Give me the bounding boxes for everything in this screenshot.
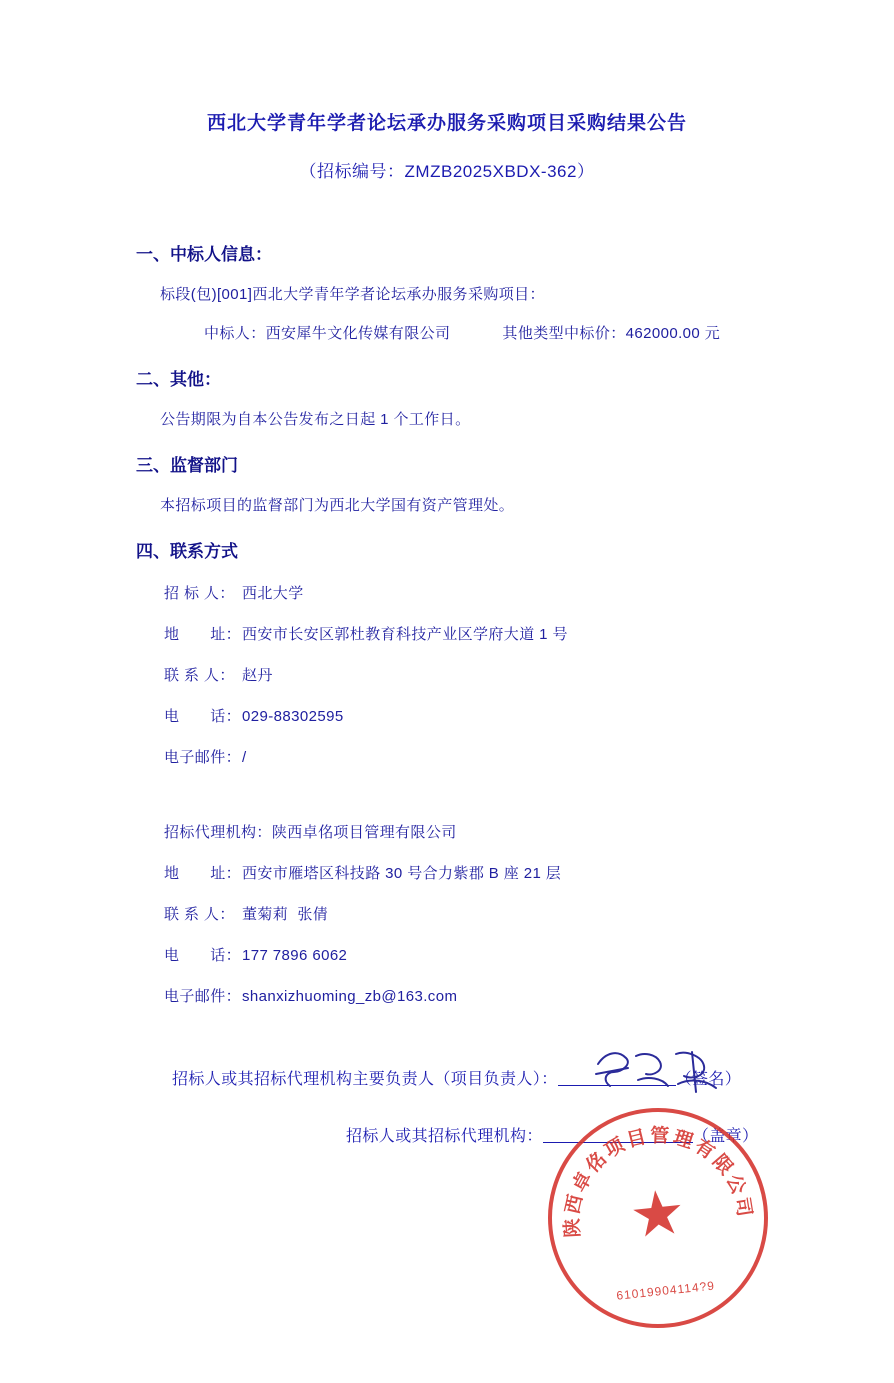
agency-address-label: 地 址：	[164, 865, 242, 882]
page-subtitle: （招标编号：ZMZB2025XBDX-362）	[299, 162, 595, 181]
star-icon: ★	[626, 1178, 689, 1252]
tenderer-phone-row	[164, 705, 830, 726]
agency-phone-label: 电 话：	[164, 947, 242, 964]
org-seal-label: 招标人或其招标代理机构：	[346, 1128, 543, 1145]
agency-address-value: 西安市雁塔区科技路 30 号合力紫郡 B 座 21 层	[242, 865, 562, 882]
section-heading-contact: 四、联系方式	[136, 542, 238, 561]
agency-email-row	[164, 985, 830, 1006]
tenderer-address-value: 西安市长安区郭杜教育科技产业区学府大道 1 号	[242, 626, 568, 643]
tenderer-email-row	[164, 746, 830, 767]
principal-signature-row	[172, 1066, 830, 1089]
principal-signature-suffix: （签名）	[675, 1071, 742, 1088]
tenderer-name-row	[164, 582, 830, 603]
tenderer-phone-value: 029-88302595	[242, 708, 344, 725]
agency-org-value: 陕西卓佲项目管理有限公司	[271, 824, 457, 841]
agency-email-label: 电子邮件：	[164, 988, 242, 1005]
page-title: 西北大学青年学者论坛承办服务采购项目采购结果公告	[206, 113, 687, 134]
winner-name: 西安犀牛文化传媒有限公司	[265, 325, 451, 342]
agency-contact-row	[164, 903, 830, 924]
winner-label: 中标人：	[204, 325, 266, 342]
tenderer-address-row	[164, 623, 830, 644]
tenderer-email-value: /	[242, 749, 247, 766]
agency-address-row	[164, 862, 830, 883]
price-label: 其他类型中标价：	[502, 325, 626, 342]
company-seal	[537, 1097, 779, 1339]
price-value: 462000.00 元	[625, 325, 721, 342]
org-seal-suffix: （盖章）	[692, 1128, 759, 1145]
document-page	[0, 108, 894, 1383]
tenderer-contact-label: 联 系 人：	[164, 667, 235, 684]
agency-email-value: shanxizhuoming_zb@163.com	[242, 988, 458, 1005]
other-text: 公告期限为自本公告发布之日起 1 个工作日。	[160, 411, 471, 428]
spacer-block	[64, 767, 830, 801]
tenderer-email-label: 电子邮件：	[164, 749, 242, 766]
seal-code: 61019904114?9	[615, 1278, 716, 1303]
principal-signature-line	[558, 1070, 676, 1086]
principal-signature-label: 招标人或其招标代理机构主要负责人（项目负责人）：	[172, 1071, 558, 1088]
supervision-text: 本招标项目的监督部门为西北大学国有资产管理处。	[160, 497, 515, 514]
tenderer-phone-label: 电 话：	[164, 708, 242, 725]
agency-org-label: 招标代理机构：	[164, 824, 272, 841]
tenderer-name-value: 西北大学	[242, 585, 304, 602]
tenderer-address-label: 地 址：	[164, 626, 242, 643]
lot-line: 标段(包)[001]西北大学青年学者论坛承办服务采购项目：	[160, 286, 545, 303]
svg-text:陕西卓佲项目管理有限公司: 陕西卓佲项目管理有限公司	[561, 1125, 755, 1238]
agency-contact-value: 董菊莉 张倩	[242, 906, 329, 923]
tenderer-contact-row	[164, 664, 830, 685]
agency-org-row	[164, 821, 830, 842]
agency-contact-label: 联 系 人：	[164, 906, 235, 923]
agency-phone-row	[164, 944, 830, 965]
winner-row	[204, 322, 830, 343]
tenderer-contact-value: 赵丹	[242, 667, 273, 684]
tenderer-name-label: 招 标 人：	[164, 585, 235, 602]
section-heading-supervision: 三、监督部门	[136, 456, 238, 475]
section-heading-winner: 一、中标人信息：	[136, 245, 272, 264]
agency-phone-value: 177 7896 6062	[242, 947, 348, 964]
section-heading-other: 二、其他：	[136, 370, 221, 389]
